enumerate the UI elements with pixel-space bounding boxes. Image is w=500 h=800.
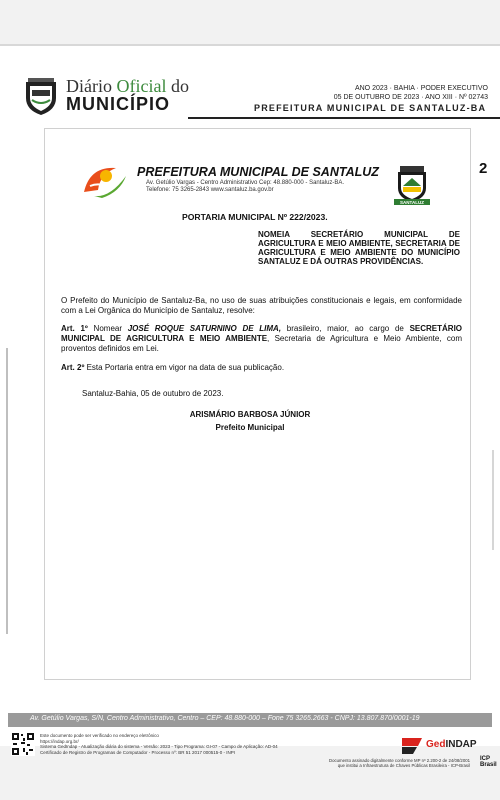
diario-title: Diário Oficial do: [66, 76, 189, 96]
portaria-number: PORTARIA MUNICIPAL Nº 222/2023.: [182, 212, 328, 222]
verification-link[interactable]: https://indap.org.br/: [40, 738, 79, 744]
prefeitura-name: PREFEITURA MUNICIPAL DE SANTALUZ: [137, 165, 379, 179]
signer-title: Prefeito Municipal: [215, 423, 285, 432]
header-rule: [188, 117, 500, 119]
digital-signature-note: Documento assinado digitalmente conforme MP nº 2.200-2 de 24/08/2001 que institui a Infraestrutura de Chaves Públicas Brasileira - ICP-Brasil: [329, 758, 470, 769]
document-date: Santaluz-Bahia, 05 de outubro de 2023.: [82, 389, 224, 398]
santaluz-crest-icon: [392, 166, 432, 206]
edition-meta: ANO 2023 · BAHIA · PODER EXECUTIVO 05 DE OUTUBRO DE 2023 · ANO XIII · Nº 02743: [333, 85, 488, 101]
prefeitura-logo-icon: [80, 162, 130, 200]
portaria-frame: [44, 128, 471, 680]
ementa: NOMEIA SECRETÁRIO MUNICIPAL DE AGRICULTURA E MEIO AMBIENTE, SECRETARIA DE AGRICULTURA E MEIO AMBIENTE DO MUNICÍPIO SANTALUZ E DÁ OUTRAS PROVIDÊNCIAS.: [258, 230, 460, 266]
footer-address-bar: Av. Getúlio Vargas, S/N, Centro Administrativo, Centro – CEP: 48.880-000 – Fone 75 3265.2663 - CNPJ: 13.807.870/0001-19: [8, 713, 492, 727]
scrollbar-left[interactable]: [6, 348, 8, 634]
gedindap-wordmark: GedINDAP: [426, 739, 477, 750]
icp-brasil-badge: ICP Brasil: [480, 756, 497, 768]
prefeitura-header: PREFEITURA MUNICIPAL DE SANTALUZ-BA: [254, 103, 487, 113]
top-divider: [0, 44, 500, 46]
footer-verification-notes: Este documento pode ser verificado no endereço eletrônico https://indap.org.br/ Sistema GedIndap - Atualização diária do sistema - Versão: 2023 - Tipo Programa: GI-07 - Campo de Aplicação: AD-04 Certificado de Registro de Programas de Computador - Processo nº: BR 51 2017 000515-0 - INPI: [40, 733, 278, 755]
article-2-paragraph: Art. 2º Esta Portaria entra em vigor na data de sua publicação.: [61, 363, 285, 372]
municipio-title: MUNICÍPIO: [66, 94, 171, 114]
crest-label: SANTALUZ: [400, 200, 424, 205]
preamble-paragraph: O Prefeito do Município de Santaluz-Ba, no uso de suas atribuições constitucionais e legais, em conformidade com a Lei Orgânica do Município de Santaluz, resolve:: [61, 296, 462, 315]
prefeitura-address: Av. Getúlio Vargas - Centro Administrativo Cep: 48.880-000 - Santaluz-BA. Telefone: 75 3265-2843 www.santaluz.ba.gov.br: [146, 180, 345, 193]
page-number: 2: [479, 160, 488, 177]
signer-name: ARISMÁRIO BARBOSA JÚNIOR: [189, 410, 311, 419]
diario-crest-icon: [22, 76, 60, 116]
article-1-paragraph: Art. 1º Nomear JOSÉ ROQUE SATURNINO DE LIMA, brasileiro, maior, ao cargo de SECRETÁRIO MUNICIPAL DE AGRICULTURA E MEIO AMBIENTE, Secretaria de Agricultura e Meio Ambiente, com proventos definidos em Lei.: [61, 324, 463, 353]
qr-code-icon[interactable]: [11, 732, 35, 756]
scrollbar-right[interactable]: [492, 450, 494, 550]
